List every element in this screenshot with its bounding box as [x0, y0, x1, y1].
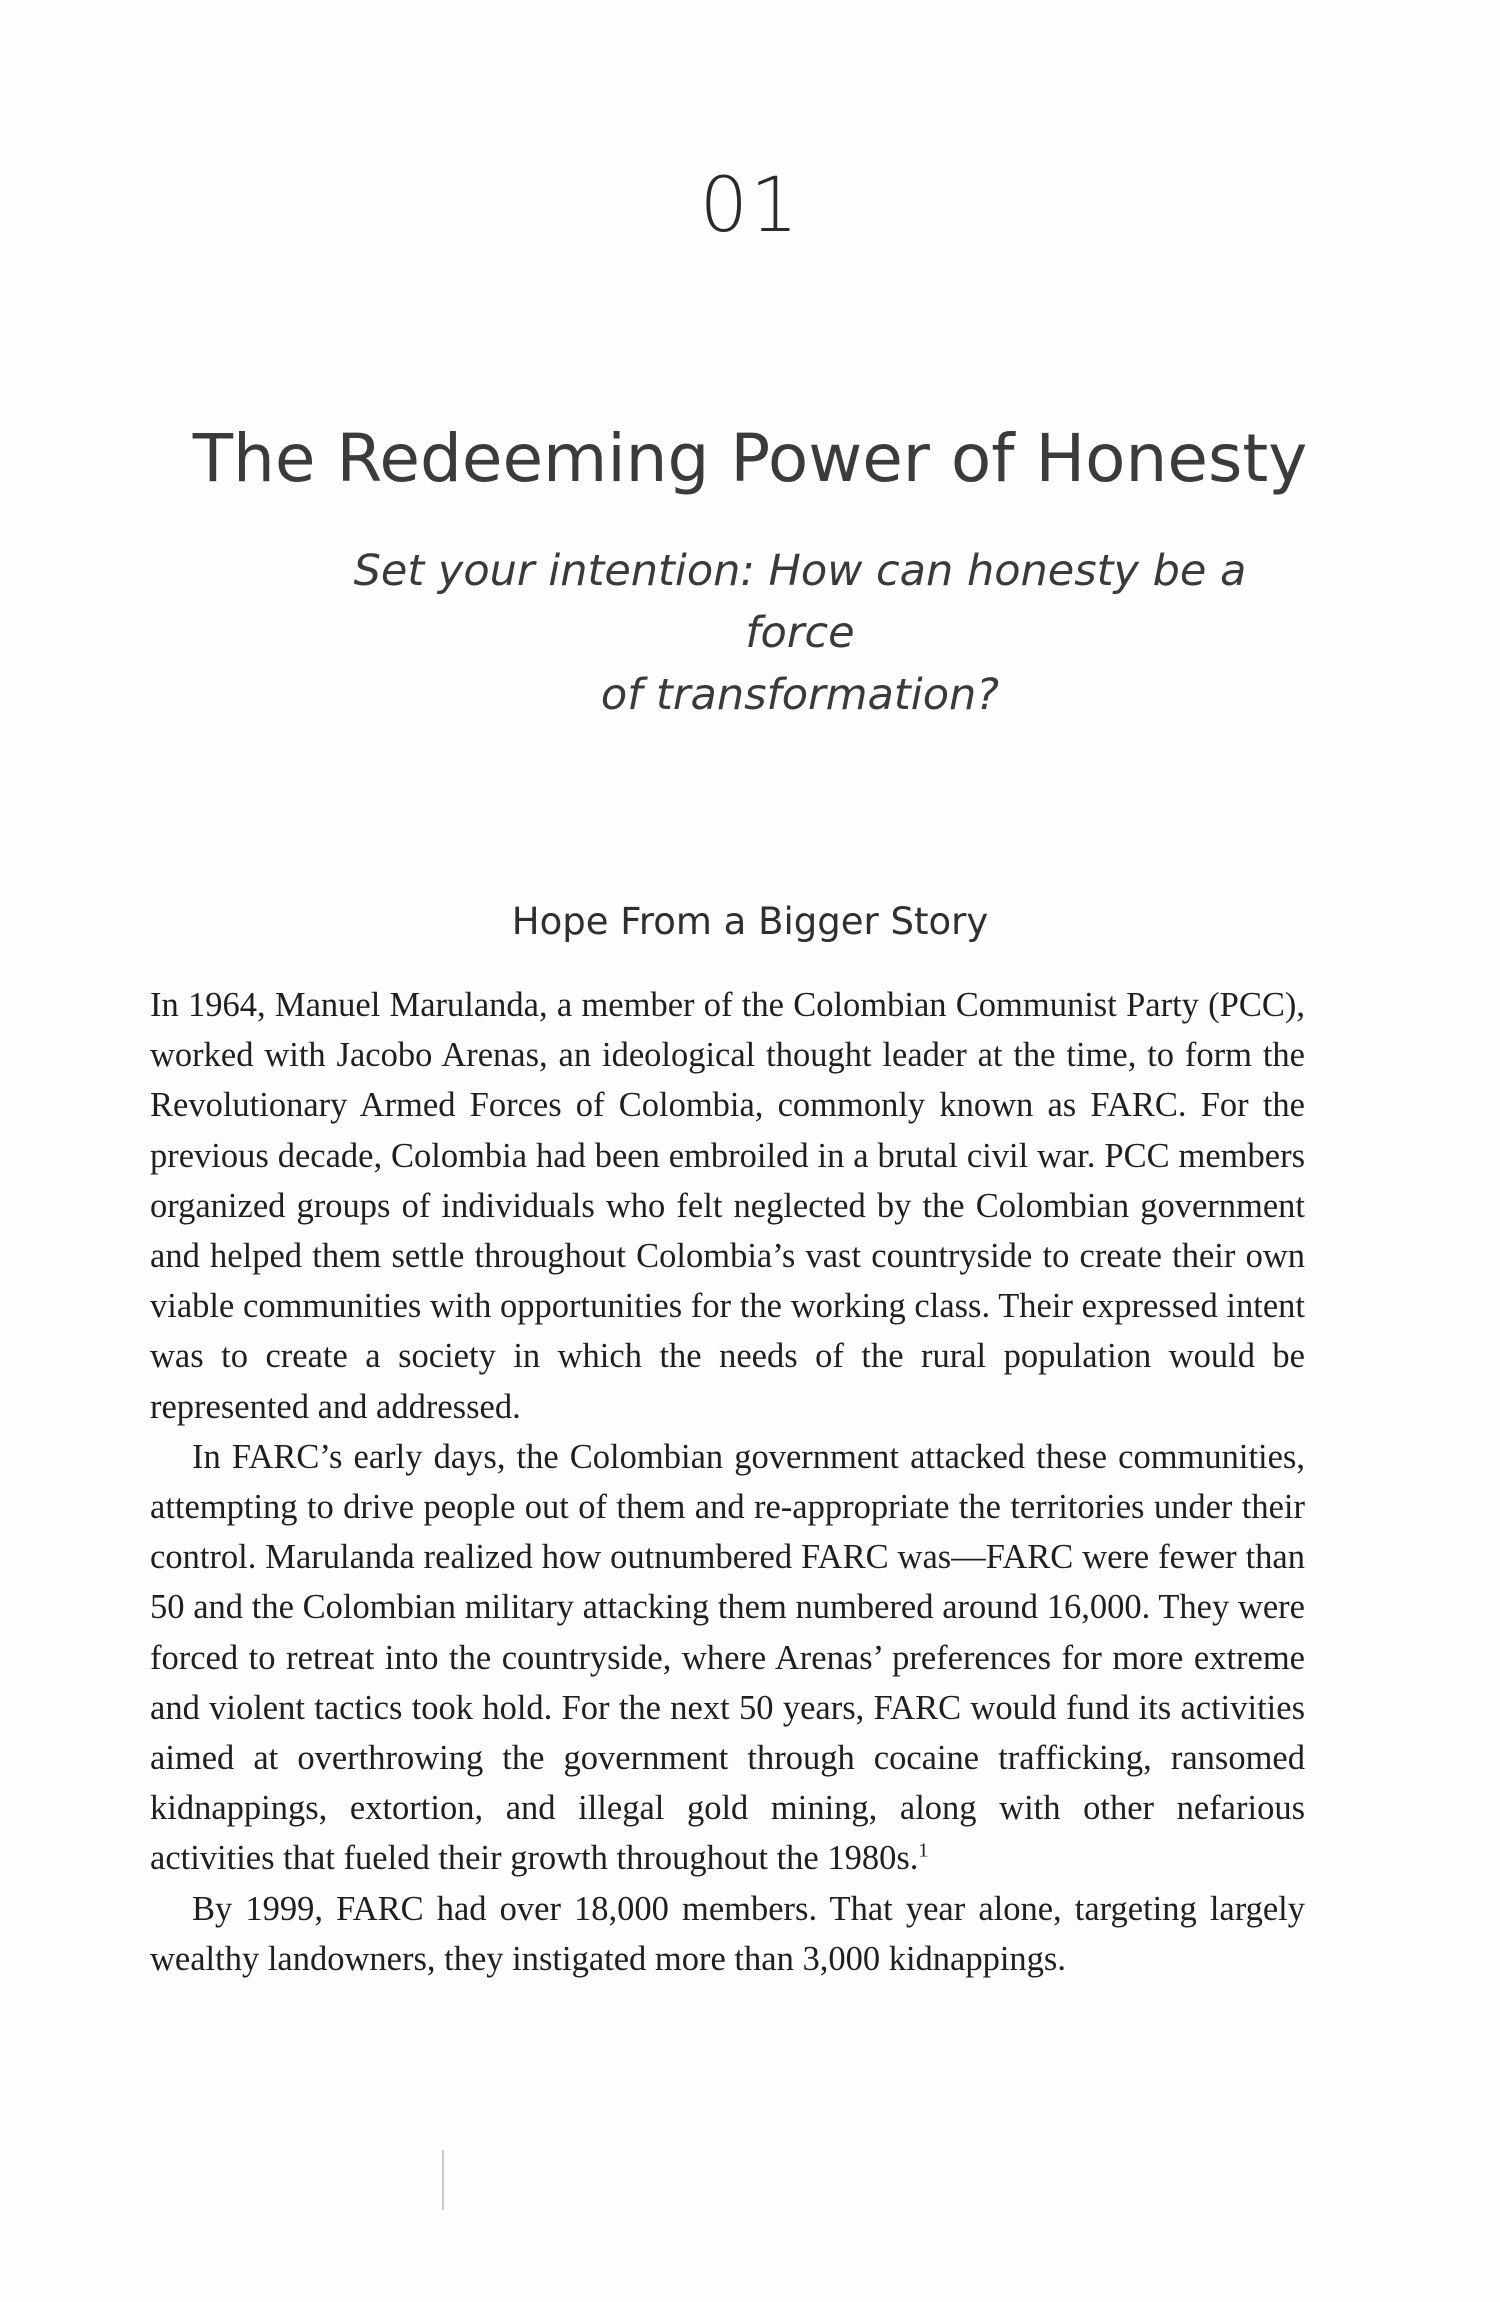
body-text [150, 980, 1305, 1984]
intention-line-2: of transformation? [600, 670, 1000, 720]
footnote-marker[interactable]: 1 [918, 1839, 929, 1862]
section-heading: Hope From a Bigger Story [511, 900, 989, 943]
paragraph-1: In 1964, Manuel Marulanda, a member of the Colombian Communist Party (PCC), worked with Jacobo Arenas, an ideological thought leader at the time, to form the Revolutionary Armed Forces of Colombia, commonly known as FARC. For the previous decade, Colombia had been embroiled in a brutal civil war. PCC members organized groups of individuals who felt neglected by the Colombian government and helped them settle throughout Colombia’s vast countryside to create their own viable communities with opportunities for the working class. Their expressed intent was to create a society in which the needs of the rural population would be represented and addressed. [150, 986, 1305, 1426]
paragraph-2 [150, 1432, 1305, 1884]
scan-mark [442, 2150, 444, 2210]
intention-line-1: Set your intention: How can honesty be a force [353, 546, 1247, 658]
chapter-title: The Redeeming Power of Honesty [192, 420, 1308, 497]
paragraph-2-text: In FARC’s early days, the Colombian government attacked these communities, attempting to drive people out of them and re-appropriate the territories under their control. Marulanda realized how outnumbered FARC was—FARC were fewer than 50 and the Colombian military attacking them numbered around 16,000. They were forced to retreat into the countryside, where Arenas’ preferences for more extreme and violent tactics took hold. For the next 50 years, FARC would fund its activities aimed at overthrowing the government through cocaine trafficking, ransomed kidnappings, extortion, and illegal gold mining, along with other nefarious activities that fueled their growth throughout the 1980s. [150, 1437, 1305, 1878]
chapter-number: 01 [699, 160, 801, 249]
paragraph-3: By 1999, FARC had over 18,000 members. That year alone, targeting largely wealthy landowners, they instigated more than 3,000 kidnappings. [150, 1889, 1305, 1978]
chapter-intention [340, 540, 1260, 726]
